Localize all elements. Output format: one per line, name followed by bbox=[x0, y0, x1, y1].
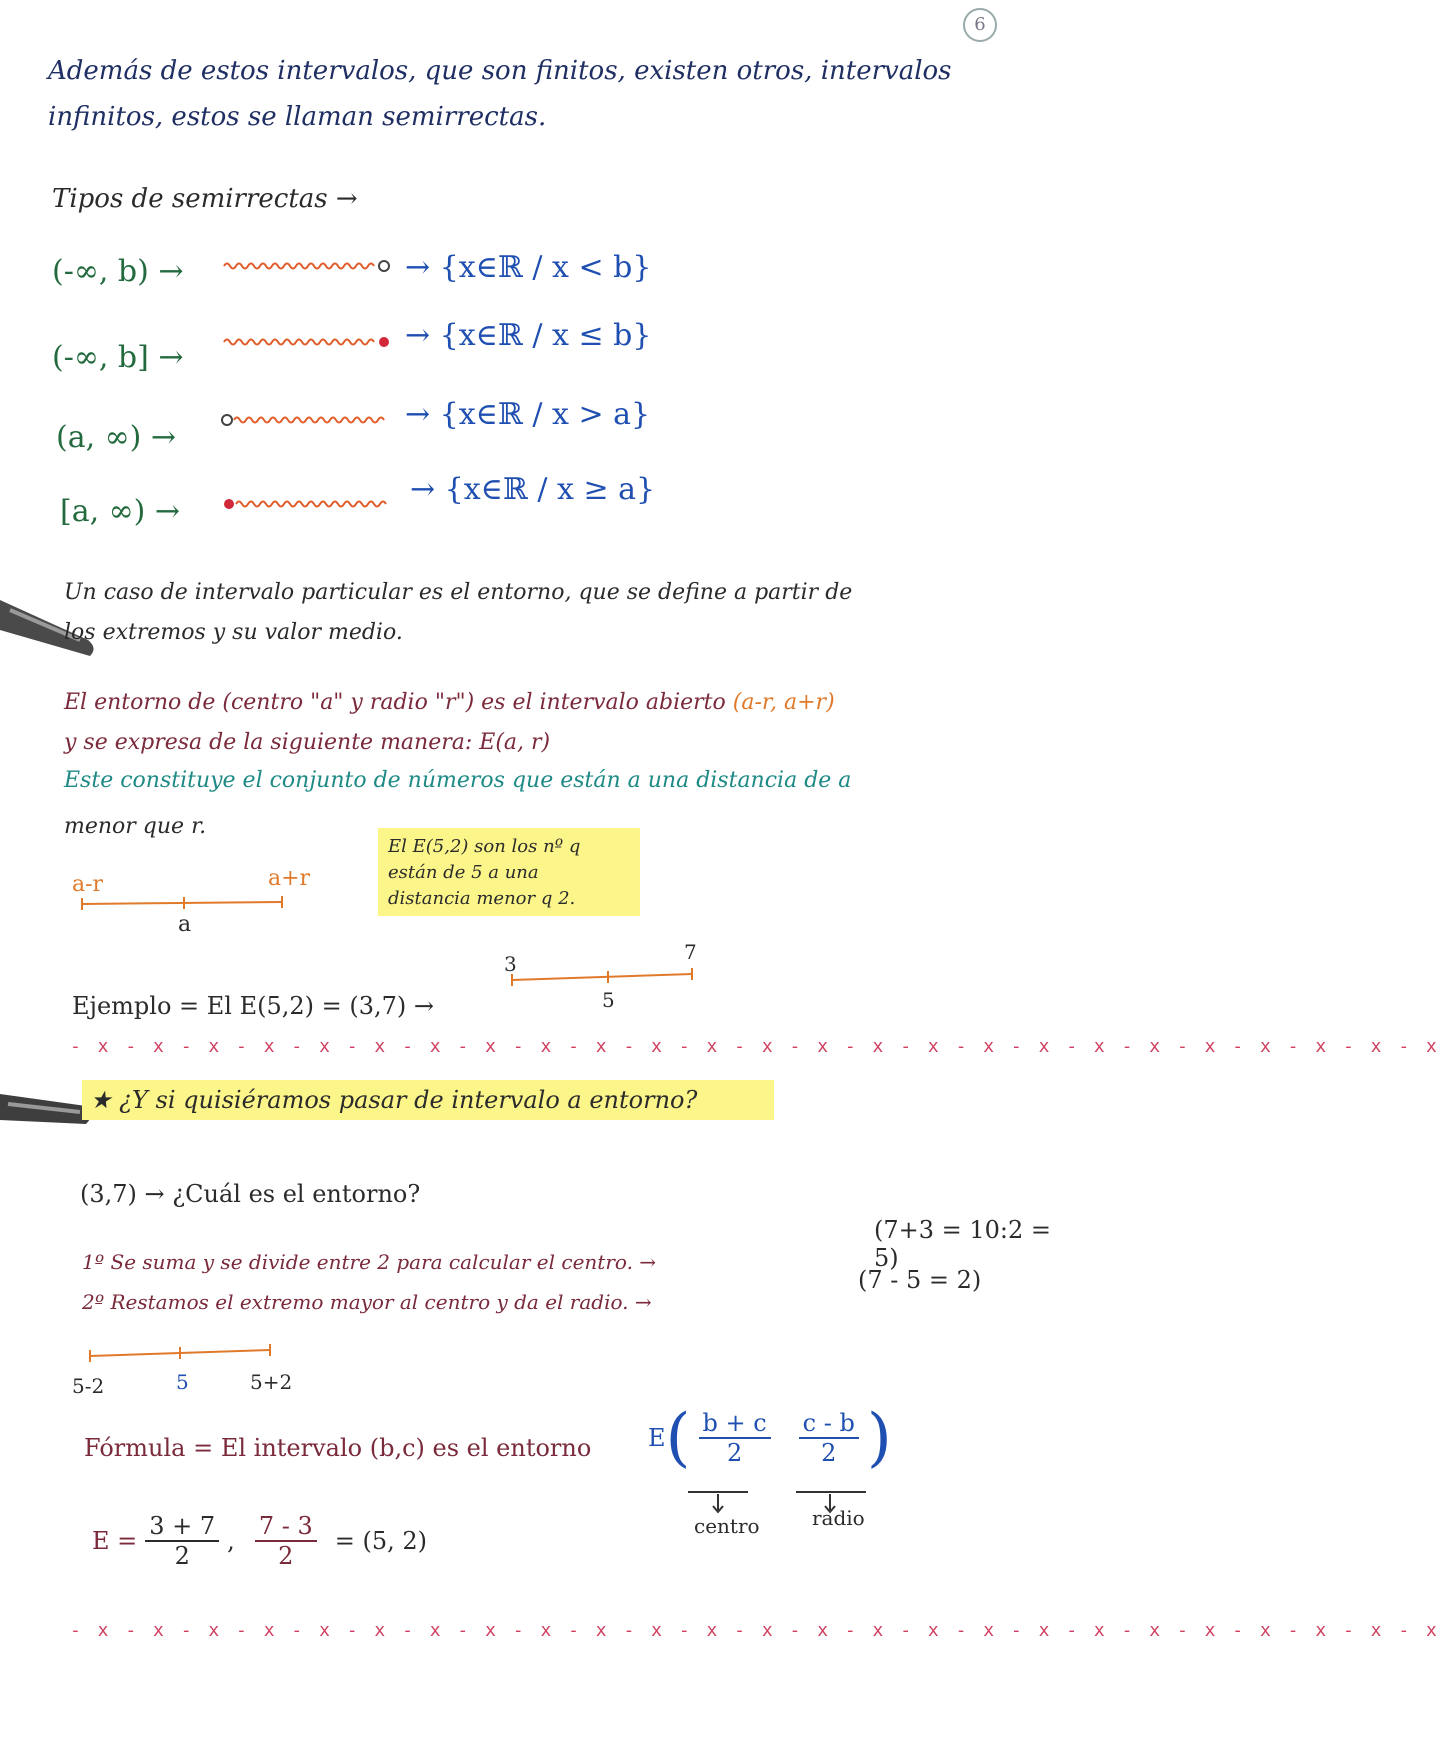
paso-question: (3,7) → ¿Cuál es el entorno? bbox=[80, 1180, 421, 1208]
label-centro: centro bbox=[694, 1514, 760, 1538]
diagram2-right-label: 5+2 bbox=[250, 1370, 293, 1394]
diagram2-mid-label: 5 bbox=[176, 1370, 189, 1394]
diagram2-segment bbox=[86, 1344, 276, 1364]
fraction-radio-num: c - b bbox=[799, 1409, 859, 1439]
row4-ray bbox=[220, 494, 400, 514]
calc-comma: , bbox=[227, 1527, 235, 1555]
open-endpoint bbox=[222, 415, 232, 425]
closed-endpoint bbox=[224, 499, 234, 509]
row2-notation: (-∞, b] → bbox=[52, 340, 184, 375]
calc-fraction-1-den: 2 bbox=[174, 1542, 190, 1570]
open-interval-expr: (a-r, a+r) bbox=[732, 690, 835, 715]
page-number: 6 bbox=[974, 14, 986, 35]
calc-result: = (5, 2) bbox=[334, 1527, 427, 1555]
closed-endpoint bbox=[379, 337, 389, 347]
note-box bbox=[378, 828, 640, 916]
note-line-2: están de 5 a una bbox=[388, 862, 539, 883]
entorno-line-6: menor que r. bbox=[64, 814, 207, 839]
row3-set: → {x∈ℝ / x > a} bbox=[405, 397, 651, 432]
fraction-centro bbox=[699, 1409, 771, 1467]
entorno-line-4: y se expresa de la siguiente manera: E(a, r) bbox=[64, 730, 551, 755]
calc-E: E = bbox=[92, 1527, 138, 1555]
page-number-circle bbox=[963, 8, 997, 42]
separator-line: - x - x - x - x - x - x - x - x - x - x - x - x - x - x - x - x - x - x - x - x - x - x - x - x - x bbox=[70, 1620, 1440, 1641]
fraction-centro-den: 2 bbox=[726, 1439, 743, 1467]
formula-E: E bbox=[648, 1424, 666, 1452]
row1-ray bbox=[222, 256, 397, 276]
label-radio: radio bbox=[812, 1506, 865, 1530]
calc-expression bbox=[92, 1512, 427, 1570]
step-2-calc: (7 - 5 = 2) bbox=[858, 1266, 982, 1294]
step-1: 1º Se suma y se divide entre 2 para calcular el centro. → bbox=[82, 1250, 657, 1274]
question-highlight bbox=[82, 1080, 774, 1120]
diagram1-segment bbox=[78, 894, 288, 914]
calc-fraction-2 bbox=[255, 1512, 317, 1570]
separator-line: - x - x - x - x - x - x - x - x - x - x - x - x - x - x - x - x - x - x - x - x - x - x - x - x - x bbox=[70, 1036, 1440, 1057]
ejemplo-left-label: 3 bbox=[504, 952, 517, 976]
row3-ray bbox=[218, 410, 398, 430]
intro-line-2: infinitos, estos se llaman semirrectas. bbox=[48, 102, 547, 132]
calc-fraction-1 bbox=[145, 1512, 219, 1570]
ejemplo-segment bbox=[508, 968, 698, 988]
calc-fraction-2-num: 7 - 3 bbox=[255, 1512, 317, 1542]
paren-close-icon: ) bbox=[866, 1401, 892, 1475]
formula-text bbox=[84, 1434, 591, 1462]
entorno-line-1-text: Un caso de intervalo particular es el entorno, que se define a partir de bbox=[64, 580, 853, 605]
note-line-1: El E(5,2) son los nº q bbox=[388, 836, 581, 857]
question-text: ¿Y si quisiéramos pasar de intervalo a entorno? bbox=[119, 1086, 698, 1114]
diagram1-right-label: a+r bbox=[268, 866, 311, 891]
step-2: 2º Restamos el extremo mayor al centro y da el radio. → bbox=[82, 1290, 652, 1314]
entorno-line-2: los extremos y su valor medio. bbox=[64, 620, 403, 645]
entorno-line-5: Este constituye el conjunto de números que están a una distancia de a bbox=[64, 768, 852, 793]
step-1-calc: (7+3 = 10:2 = 5) bbox=[874, 1216, 1052, 1272]
paren-open-icon: ( bbox=[665, 1401, 691, 1475]
entorno-line-3 bbox=[64, 690, 835, 715]
tipos-heading: Tipos de semirrectas → bbox=[52, 184, 358, 214]
row4-notation: [a, ∞) → bbox=[60, 494, 181, 529]
ejemplo-mid-label: 5 bbox=[602, 988, 615, 1012]
open-endpoint bbox=[379, 261, 389, 271]
row1-notation: (-∞, b) → bbox=[52, 254, 184, 289]
note-line-3: distancia menor q 2. bbox=[388, 888, 576, 909]
row3-notation: (a, ∞) → bbox=[56, 420, 177, 455]
diagram1-left-label: a-r bbox=[72, 872, 104, 897]
diagram2-left-label: 5-2 bbox=[72, 1374, 105, 1398]
diagram1-mid-label: a bbox=[178, 912, 192, 937]
formula-label: Fórmula = El intervalo (b,c) es el entorno bbox=[84, 1434, 592, 1462]
row4-set: → {x∈ℝ / x ≥ a} bbox=[410, 472, 656, 507]
entorno-line-3-text: El entorno de (centro "a" y radio "r") es el intervalo abierto bbox=[64, 690, 726, 715]
row1-set: → {x∈ℝ / x < b} bbox=[405, 250, 652, 285]
fraction-radio-den: 2 bbox=[821, 1439, 837, 1467]
calc-fraction-1-num: 3 + 7 bbox=[145, 1512, 219, 1542]
row2-ray bbox=[222, 332, 397, 352]
row2-set: → {x∈ℝ / x ≤ b} bbox=[405, 318, 652, 353]
calc-fraction-2-den: 2 bbox=[278, 1542, 294, 1570]
fraction-radio bbox=[799, 1409, 859, 1467]
formula-expression bbox=[648, 1401, 892, 1475]
entorno-line-1 bbox=[64, 580, 852, 605]
intro-line-1: Además de estos intervalos, que son finitos, existen otros, intervalos bbox=[48, 56, 952, 86]
ejemplo-right-label: 7 bbox=[684, 940, 697, 964]
fraction-centro-num: b + c bbox=[699, 1409, 771, 1439]
star-icon: ★ bbox=[90, 1086, 112, 1114]
ejemplo-text: Ejemplo = El E(5,2) = (3,7) → bbox=[72, 992, 435, 1020]
